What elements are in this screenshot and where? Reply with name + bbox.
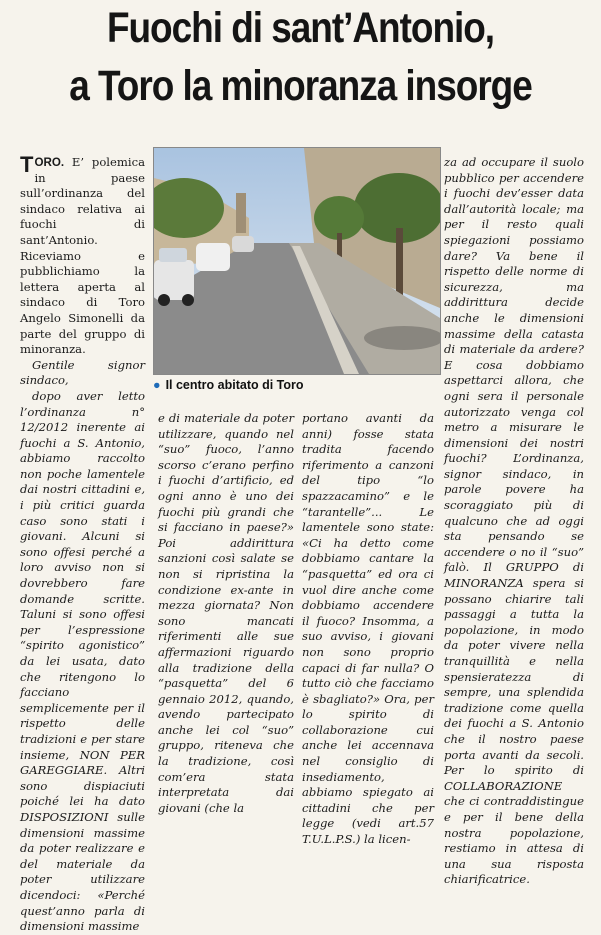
caption-bullet-icon: ● bbox=[153, 378, 161, 392]
headline-line-2: a Toro la minoranza insorge bbox=[69, 62, 532, 110]
text-column-2: e di materiale da poter utilizzare, quando nel “suo” fuoco, l’anno scorso c’erano perfino i fuochi d’artificio, ed ogni anno è uno dei fuochi più grandi che si facciano in paese?» Poi addirittura sanzioni così salate se non si ripristina la condizione ex-ante in mezza giornata? Non sono mancati riferimenti alle sue affermazioni riguardo alla tradizione della “pasquetta” del 6 gennaio 2012, quando, avendo partecipato anche lei col “suo” gruppo, riteneva che la tradizione, così com’era stata interpretata dai giovani (che la bbox=[158, 411, 294, 815]
text-column-1 bbox=[20, 152, 145, 935]
drop-cap: T bbox=[20, 152, 34, 177]
street-scene-image bbox=[154, 148, 440, 374]
photo-caption bbox=[153, 378, 439, 392]
text-column-4: za ad occupare il suolo pubblico per accendere i fuochi dev’esser data dall’autorità locale; ma per il resto quali spiegazioni possiamo dare? Va bene il rispetto delle norme di sicurezza, ma addirittura decide anche le dimensioni massime della catasta di materiale da ardere? E cosa dobbiamo aspettarci allora, che ogni sera il personale autorizzato venga col metro a misurare le dimensioni dei nostri fuochi? L’ordinanza, signor sindaco, in parole povere ha scoraggiato più di qualcuno che ad oggi sta pensando se accendere o no il “suo” falò. Il GRUPPO di MINORANZA spera si possano chiarire tali passaggi a tutta la popolazione, in modo da poter vivere nella tranquillità e nella spensieratezza di sempre, una splendida tradizione come quella dei fuochi a S. Antonio che il nostro paese porta avanti da secoli. Per lo spirito di COLLABORAZIONE che ci contraddistingue e per il bene della nostra popolazione, restiamo in attesa di una sua risposta chiarificatrice. bbox=[444, 155, 584, 887]
letter-body-start: dopo aver letto l’ordinanza n° 12/2012 inerente ai fuochi a S. Antonio, abbiamo raccolto non poche lamentele dai nostri cittadini e, i più critici guarda caso sono stati i giovani. Alcuni si sono offesi perché a loro avviso non si dovrebbero fare domande scritte. Taluni si sono offesi per l’espressione “spirito agonistico” da lei usata, dato che ritengono lo facciano semplicemente per il rispetto delle tradizioni e per stare insieme, NON PER GAREGGIARE. Altri sono dispiaciuti poiché lei ha dato DISPOSIZIONI sulle dimensioni massime da poter realizzare e del materiale da poter utilizzare dicendoci: «Perché quest’anno parla di dimensioni massime bbox=[20, 388, 145, 934]
text-column-3: portano avanti da anni) fosse stata tradita facendo riferimento a canzoni del tipo “lo spazzacamino” e le “tarantelle”... Le lamentele sono state: «Ci ha detto come dobbiamo cantare la “pasquetta” ed ora ci vuol dire anche come dobbiamo accendere il fuoco? Insomma, a suo avviso, i giovani non sono proprio capaci di far nulla? O tutto ciò che facciamo è sbagliato?» Ora, per lo spirito di collaborazione cui anche lei accennava nel consiglio di insediamento, abbiamo spiegato ai cittadini che per legge (vedi art.57 T.U.L.P.S.) la licen- bbox=[302, 411, 434, 847]
caption-text: Il centro abitato di Toro bbox=[165, 378, 304, 392]
dateline: ORO. bbox=[34, 156, 65, 169]
letter-salutation: Gentile signor sindaco, bbox=[20, 357, 145, 388]
town-street-photo bbox=[153, 147, 441, 375]
intro-paragraph bbox=[20, 152, 145, 358]
intro-text: E’ polemica in paese sull’ordinanza del sindaco relativa ai fuochi di sant’Antonio. Riceviamo e pubblichiamo la lettera aperta al sindaco di Toro Angelo Simonelli da parte del gruppo di minoranza. bbox=[20, 155, 145, 357]
headline-line-1: Fuochi di sant’Antonio, bbox=[106, 4, 495, 52]
